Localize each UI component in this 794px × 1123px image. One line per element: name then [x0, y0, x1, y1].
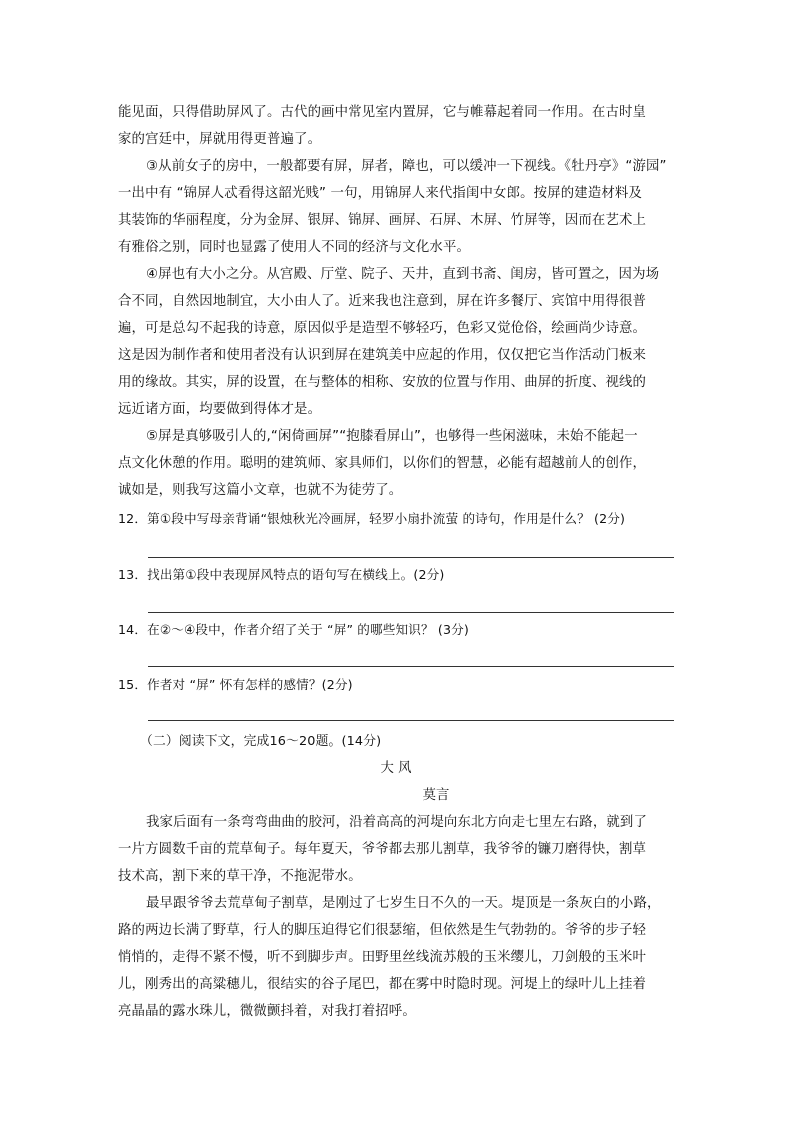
question-15: 15．作者对 “屏” 怀有怎样的感情？(2分)	[118, 677, 353, 692]
passage-line: 这是因为制作者和使用者没有认识到屏在建筑美中应起的作用，仅仅把它当作活动门板来	[118, 348, 647, 363]
story-line: 路的两边长满了野草，行人的脚压迫得它们很瑟缩，但依然是生气勃勃的。爷爷的步子轻	[118, 923, 647, 938]
passage-line: 远近诸方面，均要做到得体才是。	[118, 402, 322, 417]
story-paragraph-2-start: 最早跟爷爷去荒草甸子割草，是刚过了七岁生日不久的一天。堤顶是一条灰白的小路，	[146, 896, 661, 911]
answer-line-15[interactable]	[148, 720, 674, 721]
section-2-heading: （二）阅读下文，完成16～20题。(14分)	[140, 734, 382, 749]
passage-line: 合不同，自然因地制宜，大小由人了。近来我也注意到，屏在许多餐厅、宾馆中用得很普	[118, 294, 647, 309]
story-line: 亮晶晶的露水珠儿，微微颤抖着，对我打着招呼。	[118, 1004, 416, 1019]
passage-line: 遍，可是总勾不起我的诗意，原因似乎是造型不够轻巧，色彩又觉伧俗，绘画尚少诗意。	[118, 321, 647, 336]
paragraph-4-start: ④屏也有大小之分。从宫殿、厅堂、院子、天井，直到书斋、闺房，皆可置之，因为场	[146, 267, 660, 282]
story-line: 悄悄的，走得不紧不慢，听不到脚步声。田野里丝线流苏般的玉米缨儿，刀剑般的玉米叶	[118, 950, 647, 965]
story-line: 一片方圆数千亩的荒草甸子。每年夏天，爷爷都去那儿割草，我爷爷的镰刀磨得快，割草	[118, 842, 647, 857]
passage-line: 诚如是，则我写这篇小文章，也就不为徒劳了。	[118, 483, 403, 498]
question-14: 14．在②～④段中，作者介绍了关于 “屏” 的哪些知识？ (3分)	[118, 622, 469, 637]
story-title: 大 风	[380, 761, 412, 776]
answer-line-14[interactable]	[148, 666, 674, 667]
story-line: 技术高，割下来的草干净，不拖泥带水。	[118, 869, 362, 884]
answer-line-13[interactable]	[148, 612, 674, 613]
story-author: 莫言	[422, 788, 450, 803]
paragraph-5-start: ⑤屏是真够吸引人的,“闲倚画屏”“抱膝看屏山”，也够得一些闲滋味，未始不能起一	[146, 429, 638, 444]
passage-line: 用的缘故。其实，屏的设置，在与整体的相称、安放的位置与作用、曲屏的折度、视线的	[118, 375, 647, 390]
passage-line: 点文化休憩的作用。聪明的建筑师、家具师们，以你们的智慧，必能有超越前人的创作，	[118, 456, 647, 471]
passage-line: 其装饰的华丽程度，分为金屏、银屏、锦屏、画屏、石屏、木屏、竹屏等，因而在艺术上	[118, 213, 647, 228]
question-13: 13．找出第①段中表现屏风特点的语句写在横线上。(2分)	[118, 567, 445, 582]
story-line: 儿，刚秀出的高粱穗儿，很结实的谷子尾巴，都在雾中时隐时现。河堤上的绿叶儿上挂着	[118, 977, 647, 992]
question-12: 12．第①段中写母亲背诵“银烛秋光冷画屏，轻罗小扇扑流萤 的诗句，作用是什么？ (2分)	[118, 511, 626, 526]
answer-line-12[interactable]	[148, 557, 674, 558]
passage-line: 家的宫廷中，屏就用得更普遍了。	[118, 132, 322, 147]
passage-line: 一出中有 “锦屏人忒看得这韶光贱” 一句，用锦屏人来代指闺中女郎。按屏的建造材料及	[118, 186, 642, 201]
passage-line: 能见面，只得借助屏风了。古代的画中常见室内置屏，它与帷幕起着同一作用。在古时皇	[118, 105, 647, 120]
paragraph-3-start: ③从前女子的房中，一般都要有屏，屏者，障也，可以缓冲一下视线。《牡丹亭》“游园”	[146, 159, 667, 174]
passage-line: 有雅俗之别，同时也显露了使用人不同的经济与文化水平。	[118, 240, 471, 255]
story-paragraph-1-start: 我家后面有一条弯弯曲曲的胶河，沿着高高的河堤向东北方向走七里左右路，就到了	[146, 815, 648, 830]
